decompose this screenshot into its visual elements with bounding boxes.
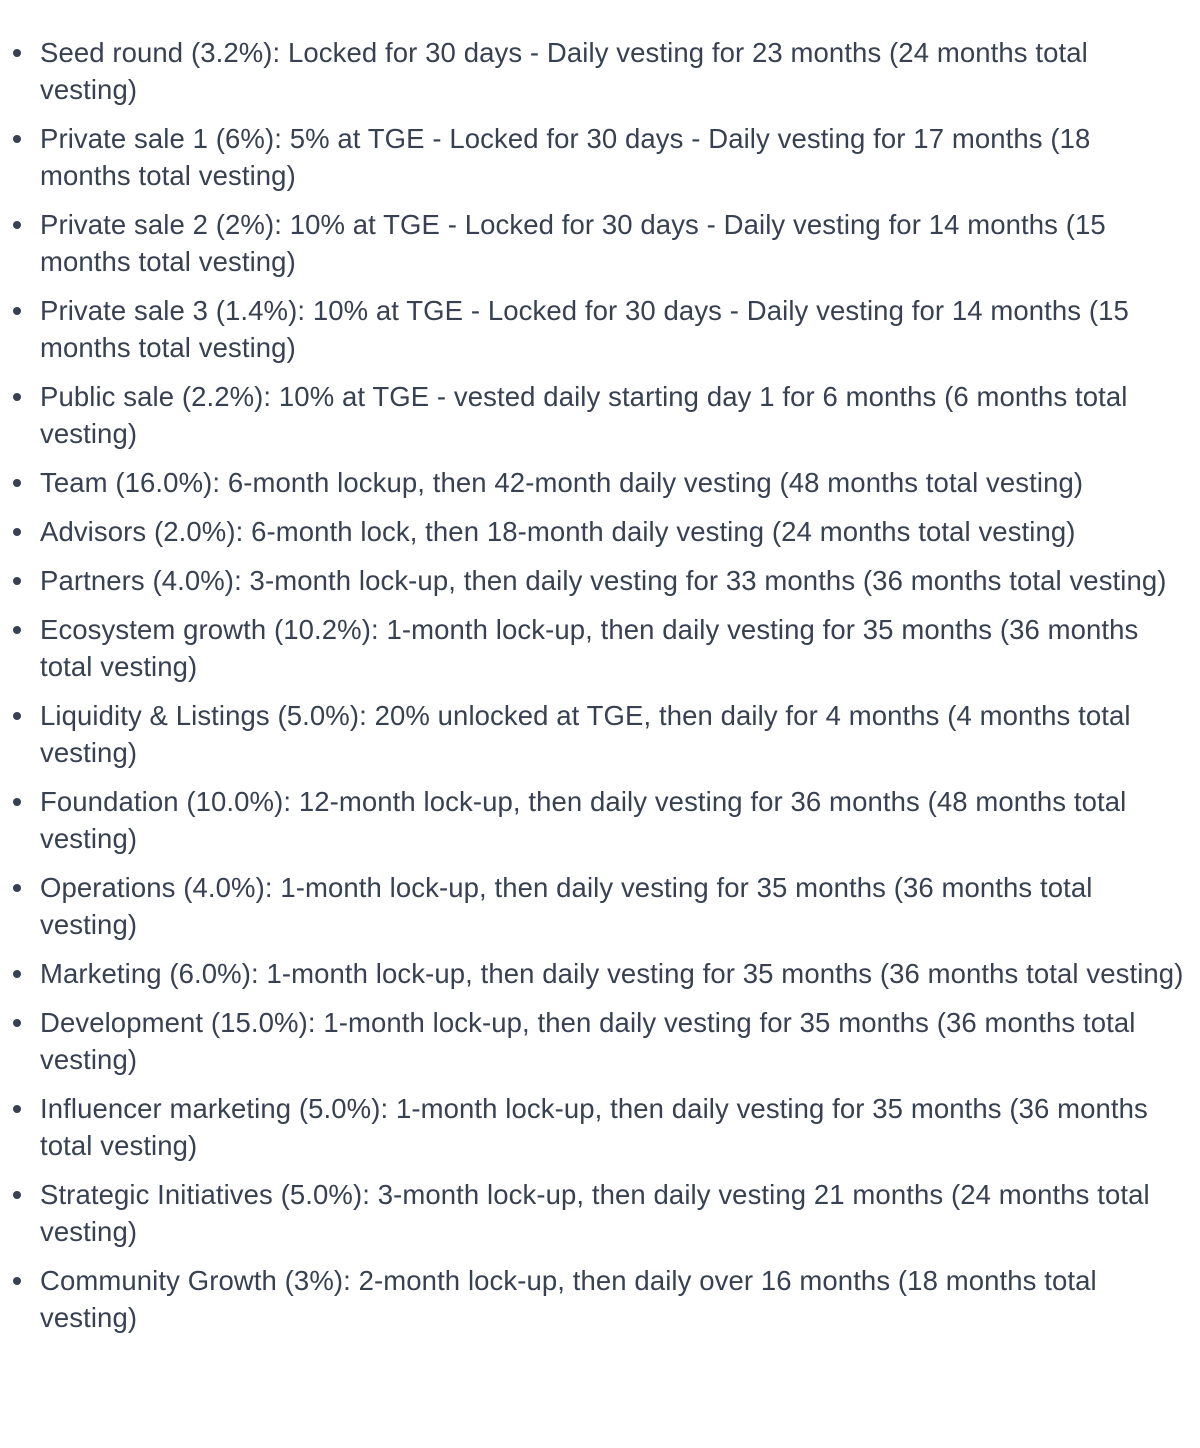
list-item-text: Advisors (2.0%): 6-month lock, then 18-month daily vesting (24 months total vesting) (40, 516, 1076, 547)
bullet-icon (13, 1019, 21, 1027)
list-item-text: Marketing (6.0%): 1-month lock-up, then daily vesting for 35 months (36 months total vesting) (40, 958, 1184, 989)
list-item-text: Private sale 2 (2%): 10% at TGE - Locked for 30 days - Daily vesting for 14 months (15 months total vesting) (40, 209, 1106, 277)
list-item (0, 464, 1186, 501)
bullet-icon (13, 1191, 21, 1199)
bullet-icon (13, 393, 21, 401)
list-item (0, 1262, 1186, 1336)
list-item-text: Foundation (10.0%): 12-month lock-up, then daily vesting for 36 months (48 months total vesting) (40, 786, 1127, 854)
list-item-text: Development (15.0%): 1-month lock-up, then daily vesting for 35 months (36 months total vesting) (40, 1007, 1136, 1075)
list-item (0, 783, 1186, 857)
list-item (0, 611, 1186, 685)
bullet-icon (13, 135, 21, 143)
bullet-icon (13, 884, 21, 892)
list-item (0, 378, 1186, 452)
list-item (0, 1090, 1186, 1164)
list-item-text: Operations (4.0%): 1-month lock-up, then daily vesting for 35 months (36 months total vesting) (40, 872, 1093, 940)
bullet-icon (13, 577, 21, 585)
bullet-icon (13, 307, 21, 315)
bullet-icon (13, 626, 21, 634)
list-item (0, 513, 1186, 550)
list-item-text: Private sale 1 (6%): 5% at TGE - Locked for 30 days - Daily vesting for 17 months (18 months total vesting) (40, 123, 1091, 191)
list-item-text: Ecosystem growth (10.2%): 1-month lock-up, then daily vesting for 35 months (36 months total vesting) (40, 614, 1139, 682)
list-item-text: Partners (4.0%): 3-month lock-up, then daily vesting for 33 months (36 months total vesting) (40, 565, 1167, 596)
list-item-text: Public sale (2.2%): 10% at TGE - vested daily starting day 1 for 6 months (6 months total vesting) (40, 381, 1128, 449)
list-item-text: Liquidity & Listings (5.0%): 20% unlocked at TGE, then daily for 4 months (4 months total vesting) (40, 700, 1131, 768)
list-item-text: Private sale 3 (1.4%): 10% at TGE - Locked for 30 days - Daily vesting for 14 months (15 months total vesting) (40, 295, 1129, 363)
list-item (0, 292, 1186, 366)
list-item (0, 1004, 1186, 1078)
list-item-text: Seed round (3.2%): Locked for 30 days - Daily vesting for 23 months (24 months total vesting) (40, 37, 1088, 105)
bullet-icon (13, 528, 21, 536)
list-item (0, 562, 1186, 599)
bullet-icon (13, 1277, 21, 1285)
bullet-icon (13, 1105, 21, 1113)
list-item (0, 697, 1186, 771)
list-item (0, 869, 1186, 943)
bullet-icon (13, 221, 21, 229)
bullet-icon (13, 970, 21, 978)
list-item (0, 1176, 1186, 1250)
bullet-icon (13, 49, 21, 57)
list-item-text: Community Growth (3%): 2-month lock-up, then daily over 16 months (18 months total vesting) (40, 1265, 1097, 1333)
list-item (0, 120, 1186, 194)
list-item-text: Influencer marketing (5.0%): 1-month lock-up, then daily vesting for 35 months (36 months total vesting) (40, 1093, 1148, 1161)
list-item (0, 34, 1186, 108)
list-item-text: Strategic Initiatives (5.0%): 3-month lock-up, then daily vesting 21 months (24 months total vesting) (40, 1179, 1150, 1247)
bullet-icon (13, 798, 21, 806)
list-item (0, 206, 1186, 280)
bullet-icon (13, 712, 21, 720)
list-item-text: Team (16.0%): 6-month lockup, then 42-month daily vesting (48 months total vesting) (40, 467, 1084, 498)
list-item (0, 955, 1186, 992)
bullet-icon (13, 479, 21, 487)
